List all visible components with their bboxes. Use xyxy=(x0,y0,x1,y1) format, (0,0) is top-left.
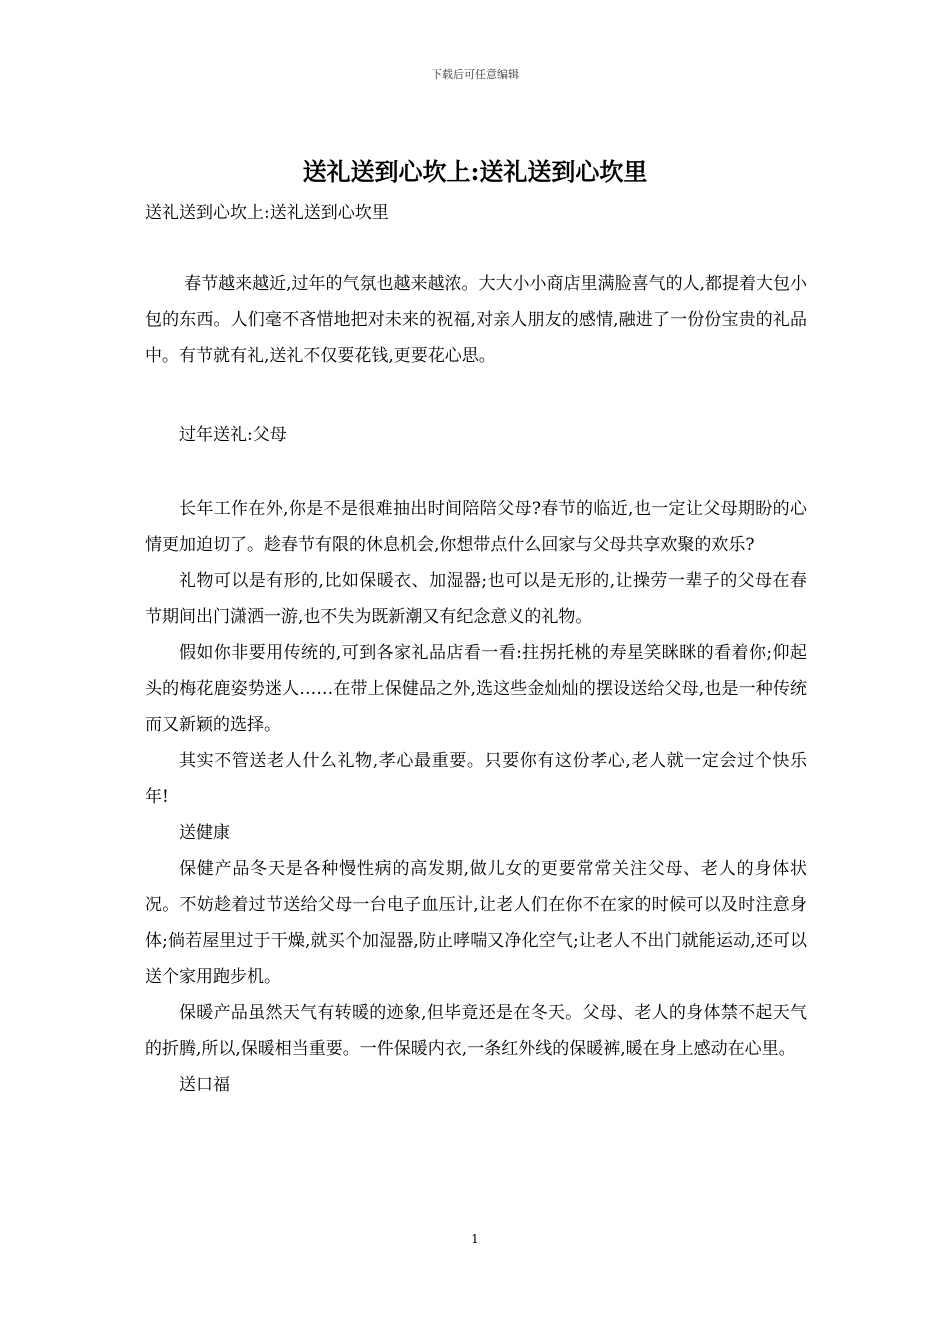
page-number: 1 xyxy=(471,1232,479,1246)
body-paragraph: 长年工作在外,你是不是很难抽出时间陪陪父母?春节的临近,也一定让父母期盼的心情更加迫切了。趁春节有限的休息机会,你想带点什么回家与父母共享欢聚的欢乐? xyxy=(145,499,807,555)
document-title: 送礼送到心坎上:送礼送到心坎里 xyxy=(302,157,648,186)
body-block xyxy=(145,491,807,1103)
subheading-health: 送健康 xyxy=(179,823,230,843)
document-subtitle: 送礼送到心坎上:送礼送到心坎里 xyxy=(145,203,389,223)
health-paragraph: 保健产品冬天是各种慢性病的高发期,做儿女的更要常常关注父母、老人的身体状况。不妨趁着过节送给父母一台电子血压计,让老人们在你不在家的时候可以及时注意身体;倘若屋里过于干燥,就买个加湿器,防止哮喘又净化空气;让老人不出门就能运动,还可以送个家用跑步机。 xyxy=(145,859,807,987)
intro-block xyxy=(145,266,807,374)
page-header: 下载后可任意编辑 xyxy=(431,68,519,81)
health-paragraph: 保暖产品虽然天气有转暖的迹象,但毕竟还是在冬天。父母、老人的身体禁不起天气的折腾,所以,保暖相当重要。一件保暖内衣,一条红外线的保暖裤,暖在身上感动在心里。 xyxy=(145,1003,807,1059)
intro-paragraph: 春节越来越近,过年的气氛也越来越浓。大大小小商店里满脸喜气的人,都提着大包小包的东西。人们毫不吝惜地把对未来的祝福,对亲人朋友的感情,融进了一份份宝贵的礼品中。有节就有礼,送礼不仅要花钱,更要花心思。 xyxy=(145,274,807,366)
section-heading-block xyxy=(145,417,807,453)
subheading-food: 送口福 xyxy=(179,1075,230,1095)
body-paragraph: 假如你非要用传统的,可到各家礼品店看一看:拄拐托桃的寿星笑眯眯的看着你;仰起头的梅花鹿姿势迷人……在带上保健品之外,选这些金灿灿的摆设送给父母,也是一种传统而又新颖的选择。 xyxy=(145,643,807,735)
body-paragraph: 其实不管送老人什么礼物,孝心最重要。只要你有这份孝心,老人就一定会过个快乐年! xyxy=(145,751,807,807)
body-paragraph: 礼物可以是有形的,比如保暖衣、加湿器;也可以是无形的,让操劳一辈子的父母在春节期间出门潇洒一游,也不失为既新潮又有纪念意义的礼物。 xyxy=(145,571,807,627)
section-heading-parents: 过年送礼:父母 xyxy=(179,425,287,445)
